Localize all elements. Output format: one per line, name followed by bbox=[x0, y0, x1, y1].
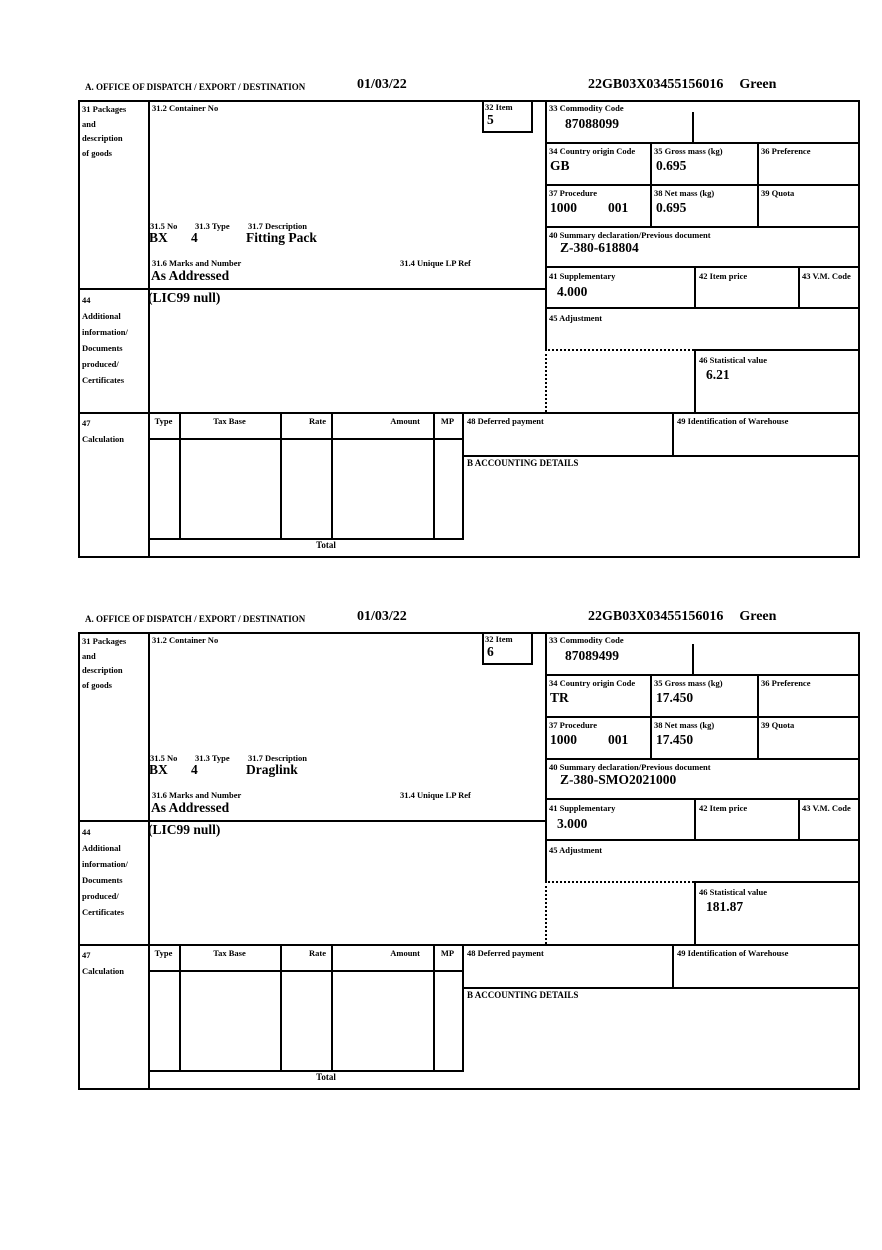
box44-label bbox=[82, 292, 148, 388]
label-column-divider bbox=[148, 100, 150, 558]
calc-col-divider-3 bbox=[331, 412, 333, 538]
calc-col-divider-1 bbox=[179, 944, 181, 1070]
calc-header-amount: Amount bbox=[390, 948, 420, 958]
box47-label-line: Calculation bbox=[82, 434, 125, 444]
dotted-divider-vertical bbox=[545, 881, 547, 944]
box33-label: 33 Commodity Code bbox=[549, 103, 624, 113]
previous-document-value: Z-380-618804 bbox=[560, 240, 639, 255]
packages-type-value: 4 bbox=[191, 762, 198, 777]
box31-7-label: 31.7 Description bbox=[248, 221, 308, 231]
box31-5-label: 31.5 No bbox=[150, 753, 178, 763]
box40-label: 40 Summary declaration/Previous document bbox=[549, 762, 711, 772]
box31-3-label: 31.3 Type bbox=[195, 753, 230, 763]
gross-mass-value: 0.695 bbox=[656, 158, 687, 173]
box42-label: 42 Item price bbox=[699, 271, 748, 281]
box44-label-line: 44 bbox=[82, 827, 91, 837]
dotted-divider-vertical bbox=[545, 349, 547, 412]
goods-description-value: Fitting Pack bbox=[246, 230, 317, 245]
box33-bottom-line bbox=[545, 674, 860, 676]
box40-bottom-line bbox=[545, 798, 860, 800]
box31-label-line: and bbox=[82, 118, 96, 129]
form-border-bottom bbox=[78, 1088, 860, 1090]
supplementary-units-value: 4.000 bbox=[557, 284, 588, 299]
box31-3-label: 31.3 Type bbox=[195, 221, 230, 231]
box34-bottom-line bbox=[545, 184, 860, 186]
reference-line bbox=[588, 76, 776, 93]
box44-label-line: Certificates bbox=[82, 375, 125, 385]
marks-and-number-value: As Addressed bbox=[151, 800, 230, 815]
movement-reference-number: 22GB03X03455156016 bbox=[588, 77, 724, 92]
procedure-code-2-value: 001 bbox=[608, 732, 629, 747]
box31-label-line: of goods bbox=[82, 147, 112, 158]
box41-box42-divider bbox=[694, 798, 696, 839]
accounting-details-label: B ACCOUNTING DETAILS bbox=[467, 458, 579, 468]
calc-table-right-line bbox=[462, 412, 464, 538]
box48-label: 48 Deferred payment bbox=[467, 948, 544, 958]
accounting-top-line bbox=[462, 987, 860, 989]
calc-header-tax-base: Tax Base bbox=[213, 416, 246, 426]
box32-label: 32 Item bbox=[485, 102, 513, 112]
calc-header-amount: Amount bbox=[390, 416, 420, 426]
right-column-divider bbox=[545, 632, 547, 881]
additional-information-value: (LIC99 null) bbox=[148, 290, 221, 305]
form-border-bottom bbox=[78, 556, 860, 558]
calc-header-type: Type bbox=[154, 416, 173, 426]
box46-left-line bbox=[694, 881, 696, 944]
supplementary-units-value: 3.000 bbox=[557, 816, 588, 831]
movement-reference-number: 22GB03X03455156016 bbox=[588, 609, 724, 624]
total-label: Total bbox=[316, 1072, 336, 1082]
box47-label bbox=[82, 415, 148, 447]
box33-bottom-line bbox=[545, 142, 860, 144]
additional-information-value: (LIC99 null) bbox=[148, 822, 221, 837]
calc-header-rate: Rate bbox=[309, 948, 326, 958]
box48-box49-divider bbox=[672, 412, 674, 455]
calc-col-divider-1 bbox=[179, 412, 181, 538]
marks-and-number-value: As Addressed bbox=[151, 268, 230, 283]
box32-border-right bbox=[531, 632, 533, 663]
routing-status: Green bbox=[739, 609, 777, 624]
box44-label-line: information/ bbox=[82, 859, 128, 869]
box38-label: 38 Net mass (kg) bbox=[654, 720, 715, 730]
calc-col-divider-3 bbox=[331, 944, 333, 1070]
box40-bottom-line bbox=[545, 266, 860, 268]
box36-label: 36 Preference bbox=[761, 678, 811, 688]
procedure-code-2-value: 001 bbox=[608, 200, 629, 215]
accounting-details-label: B ACCOUNTING DETAILS bbox=[467, 990, 579, 1000]
calc-col-divider-2 bbox=[280, 412, 282, 538]
box44-label-line: Additional bbox=[82, 843, 121, 853]
calc-col-divider-2 bbox=[280, 944, 282, 1070]
box37-label: 37 Procedure bbox=[549, 188, 598, 198]
box31-7-label: 31.7 Description bbox=[248, 753, 308, 763]
calc-table-right-line bbox=[462, 944, 464, 1070]
box33-inner-divider bbox=[692, 112, 694, 142]
box40-label: 40 Summary declaration/Previous document bbox=[549, 230, 711, 240]
box31-label-line: description bbox=[82, 133, 123, 143]
calc-col-divider-4 bbox=[433, 944, 435, 1070]
net-mass-value: 0.695 bbox=[656, 200, 687, 215]
declaration-date: 01/03/22 bbox=[357, 609, 407, 624]
box31-label-line: and bbox=[82, 650, 96, 661]
calc-header-mp: MP bbox=[440, 948, 455, 958]
box45-label: 45 Adjustment bbox=[549, 845, 603, 855]
box39-label: 39 Quota bbox=[761, 188, 795, 198]
box49-label: 49 Identification of Warehouse bbox=[677, 948, 789, 958]
customs-item-form-item6 bbox=[78, 606, 860, 1092]
box31-label bbox=[82, 634, 148, 692]
box47-label-line: 47 bbox=[82, 418, 91, 428]
reference-line bbox=[588, 608, 776, 625]
form-border-right bbox=[858, 100, 860, 558]
box41-bottom-line bbox=[545, 839, 860, 841]
box35-box36-divider bbox=[757, 142, 759, 226]
calc-header-bottom-line bbox=[148, 438, 462, 440]
office-of-dispatch-label: A. OFFICE OF DISPATCH / EXPORT / DESTINATION bbox=[85, 614, 306, 624]
box35-label: 35 Gross mass (kg) bbox=[654, 146, 723, 156]
box44-label-line: Documents bbox=[82, 875, 123, 885]
box32-border-bottom bbox=[482, 131, 533, 133]
box31-5-label: 31.5 No bbox=[150, 221, 178, 231]
total-label: Total bbox=[316, 540, 336, 550]
box32-border-left bbox=[482, 632, 484, 663]
box32-border-left bbox=[482, 100, 484, 131]
statistical-value: 6.21 bbox=[706, 367, 730, 382]
net-mass-value: 17.450 bbox=[656, 732, 694, 747]
form-border-top bbox=[78, 100, 860, 102]
box37-bottom-line bbox=[545, 758, 860, 760]
box32-border-bottom bbox=[482, 663, 533, 665]
box45-label: 45 Adjustment bbox=[549, 313, 603, 323]
procedure-code-value: 1000 bbox=[550, 200, 577, 215]
box43-label: 43 V.M. Code bbox=[802, 271, 851, 281]
declaration-date: 01/03/22 bbox=[357, 77, 407, 92]
box46-top-line bbox=[694, 881, 860, 883]
box34-label: 34 Country origin Code bbox=[549, 678, 636, 688]
box41-box42-divider bbox=[694, 266, 696, 307]
box33-inner-divider bbox=[692, 644, 694, 674]
calc-header-type: Type bbox=[154, 948, 173, 958]
packages-type-value: 4 bbox=[191, 230, 198, 245]
box48-box49-divider bbox=[672, 944, 674, 987]
dotted-divider-horizontal bbox=[545, 881, 694, 883]
box44-label-line: 44 bbox=[82, 295, 91, 305]
box34-label: 34 Country origin Code bbox=[549, 146, 636, 156]
calc-header-mp: MP bbox=[440, 416, 455, 426]
box46-top-line bbox=[694, 349, 860, 351]
item-number-value: 6 bbox=[487, 644, 494, 659]
routing-status: Green bbox=[739, 77, 777, 92]
box35-box36-divider bbox=[757, 674, 759, 758]
form-border-right bbox=[858, 632, 860, 1090]
box31-2-label: 31.2 Container No bbox=[152, 103, 219, 113]
accounting-top-line bbox=[462, 455, 860, 457]
box48-label: 48 Deferred payment bbox=[467, 416, 544, 426]
item-number-value: 5 bbox=[487, 112, 494, 127]
commodity-code-value: 87089499 bbox=[565, 648, 619, 663]
previous-document-value: Z-380-SMO2021000 bbox=[560, 772, 677, 787]
box37-bottom-line bbox=[545, 226, 860, 228]
packages-no-value: BX bbox=[149, 762, 168, 777]
box44-label-line: Additional bbox=[82, 311, 121, 321]
calc-col-divider-4 bbox=[433, 412, 435, 538]
box46-label: 46 Statistical value bbox=[699, 355, 767, 365]
right-column-divider bbox=[545, 100, 547, 349]
box34-bottom-line bbox=[545, 716, 860, 718]
box38-label: 38 Net mass (kg) bbox=[654, 188, 715, 198]
box36-label: 36 Preference bbox=[761, 146, 811, 156]
calc-header-rate: Rate bbox=[309, 416, 326, 426]
box41-label: 41 Supplementary bbox=[549, 271, 616, 281]
packages-no-value: BX bbox=[149, 230, 168, 245]
box31-2-label: 31.2 Container No bbox=[152, 635, 219, 645]
procedure-code-value: 1000 bbox=[550, 732, 577, 747]
box31-label-line: 31 Packages bbox=[82, 636, 127, 646]
box49-label: 49 Identification of Warehouse bbox=[677, 416, 789, 426]
box42-box43-divider bbox=[798, 266, 800, 307]
calc-header-tax-base: Tax Base bbox=[213, 948, 246, 958]
box46-label: 46 Statistical value bbox=[699, 887, 767, 897]
form-border-left bbox=[78, 632, 80, 1090]
box33-label: 33 Commodity Code bbox=[549, 635, 624, 645]
box44-label bbox=[82, 824, 148, 920]
form-border-left bbox=[78, 100, 80, 558]
box44-box47-divider bbox=[78, 412, 860, 414]
box31-6-label: 31.6 Marks and Number bbox=[152, 790, 242, 800]
goods-description-value: Draglink bbox=[246, 762, 298, 777]
box47-label-line: Calculation bbox=[82, 966, 125, 976]
calc-header-bottom-line bbox=[148, 970, 462, 972]
box44-label-line: produced/ bbox=[82, 359, 119, 369]
box31-4-label: 31.4 Unique LP Ref bbox=[400, 790, 471, 800]
box42-label: 42 Item price bbox=[699, 803, 748, 813]
box31-label-line: 31 Packages bbox=[82, 104, 127, 114]
customs-item-form-item5 bbox=[78, 74, 860, 560]
box44-label-line: produced/ bbox=[82, 891, 119, 901]
box32-label: 32 Item bbox=[485, 634, 513, 644]
box44-box47-divider bbox=[78, 944, 860, 946]
box41-label: 41 Supplementary bbox=[549, 803, 616, 813]
box31-6-label: 31.6 Marks and Number bbox=[152, 258, 242, 268]
box44-label-line: Certificates bbox=[82, 907, 125, 917]
box42-box43-divider bbox=[798, 798, 800, 839]
box39-label: 39 Quota bbox=[761, 720, 795, 730]
box34-box35-divider bbox=[650, 142, 652, 226]
form-border-top bbox=[78, 632, 860, 634]
box31-4-label: 31.4 Unique LP Ref bbox=[400, 258, 471, 268]
gross-mass-value: 17.450 bbox=[656, 690, 694, 705]
country-origin-value: TR bbox=[550, 690, 569, 705]
box31-label bbox=[82, 102, 148, 160]
box31-label-line: of goods bbox=[82, 679, 112, 690]
box44-label-line: Documents bbox=[82, 343, 123, 353]
box47-label bbox=[82, 947, 148, 979]
box37-label: 37 Procedure bbox=[549, 720, 598, 730]
office-of-dispatch-label: A. OFFICE OF DISPATCH / EXPORT / DESTINATION bbox=[85, 82, 306, 92]
dotted-divider-horizontal bbox=[545, 349, 694, 351]
label-column-divider bbox=[148, 632, 150, 1090]
box41-bottom-line bbox=[545, 307, 860, 309]
box43-label: 43 V.M. Code bbox=[802, 803, 851, 813]
country-origin-value: GB bbox=[550, 158, 570, 173]
commodity-code-value: 87088099 bbox=[565, 116, 619, 131]
box44-label-line: information/ bbox=[82, 327, 128, 337]
box46-left-line bbox=[694, 349, 696, 412]
box35-label: 35 Gross mass (kg) bbox=[654, 678, 723, 688]
statistical-value: 181.87 bbox=[706, 899, 744, 914]
box32-border-right bbox=[531, 100, 533, 131]
box31-label-line: description bbox=[82, 665, 123, 675]
box34-box35-divider bbox=[650, 674, 652, 758]
box47-label-line: 47 bbox=[82, 950, 91, 960]
